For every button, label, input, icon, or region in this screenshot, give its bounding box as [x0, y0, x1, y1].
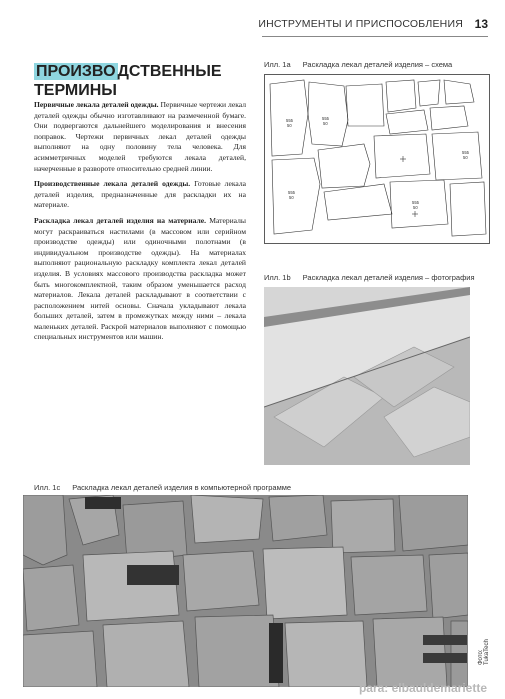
piece-mark: 555: [286, 118, 293, 123]
figure-caption-text: Раскладка лекал деталей изделия – схема: [302, 60, 453, 69]
paragraph: [34, 179, 246, 211]
figure-1c-computer-layout: [23, 495, 468, 687]
figure-label: Илл. 1a: [264, 60, 291, 69]
figure-1a-caption: [264, 60, 452, 69]
watermark: para: elbauldemariette: [358, 681, 487, 695]
piece-mark: 50: [289, 195, 294, 200]
photo-illustration: [264, 287, 470, 465]
figure-label: Илл. 1b: [264, 273, 291, 282]
term: Первичные лекала деталей одежды.: [34, 100, 159, 109]
page-number: 13: [474, 17, 488, 31]
section-title-highlight: ПРОИЗВО: [36, 63, 116, 80]
piece-mark: 555: [412, 200, 419, 205]
figure-1a-schematic: [264, 74, 490, 244]
header-rule: [262, 36, 488, 37]
layout-illustration: [23, 495, 468, 687]
figure-caption-text: Раскладка лекал деталей изделия – фотография: [302, 273, 475, 282]
section-title-line2: ТЕРМИНЫ: [34, 82, 117, 99]
section-title-rest: ДСТВЕННЫЕ: [117, 63, 222, 80]
figure-caption-text: Раскладка лекал деталей изделия в компьютерной программе: [72, 483, 292, 492]
photo-credit: Фото: TukaTech: [478, 639, 490, 665]
term: Производственные лекала деталей одежды.: [34, 179, 191, 189]
figure-1b-caption: [264, 273, 475, 282]
piece-mark: 50: [323, 121, 328, 126]
piece-mark: 50: [287, 123, 292, 128]
piece-mark: 50: [463, 155, 468, 160]
paragraph-text: Материалы могут раскраиваться настилами (в массовом или серийном производстве одежды) или одиночными полотнами (в индивидуальном производстве одежды). На материалах выполняют рациональную раскладку комплекта лекал деталей изделия. В условиях массового производства раскладка может быть многокомплектной, таким образом уменьшается расход материалов. Лекала деталей раскладывают в соответствии с расположением нитей основы. Сначала укладывают лекала больших деталей, затем в промежутках между ними – лекала маленьких деталей. Раскрой материалов выполняют с помощью специальных инструментов или машин.: [34, 215, 247, 342]
section-title: [34, 62, 244, 100]
paragraph: [34, 216, 246, 343]
paragraph-text: Готовые лекала деталей изделия, предназначенные для раскладки их на материале.: [34, 179, 246, 210]
figure-label: Илл. 1c: [34, 483, 61, 492]
body-text: [34, 100, 246, 348]
term: Раскладка лекал деталей изделия на материале.: [34, 215, 207, 225]
paragraph: [34, 100, 246, 174]
piece-mark: 555: [462, 150, 469, 155]
piece-mark: 555: [322, 116, 329, 121]
piece-mark: 555: [288, 190, 295, 195]
paragraph-text: Первичные чертежи лекал деталей одежды обычно изготавливают на размеченной бумаге. Они подвергаются дальнейшего моделирования и внесения поправок. Чертежи первичных лекал деталей одежды выполняют на одну половину тела человека. Для асимметричных моделей требуются лекала деталей, начерченные в развороте относительно средней линии.: [34, 100, 247, 173]
running-title: ИНСТРУМЕНТЫ И ПРИСПОСОБЛЕНИЯ: [258, 18, 463, 30]
piece-mark: 50: [413, 205, 418, 210]
page-header: [0, 0, 505, 42]
figure-1b-photo: [264, 287, 470, 465]
figure-1c-caption: [34, 483, 291, 492]
